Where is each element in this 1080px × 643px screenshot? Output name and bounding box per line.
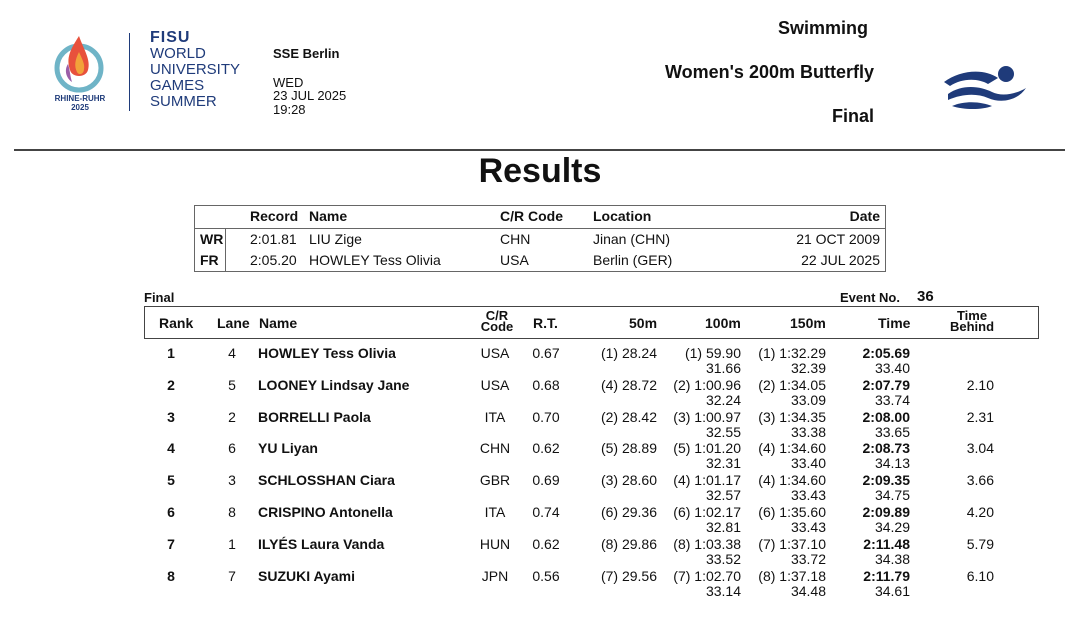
- record-code: CHN: [500, 231, 531, 247]
- result-time-split: 34.38: [874, 550, 910, 567]
- result-name: LOONEY Lindsay Jane: [258, 376, 410, 393]
- col-code: [479, 310, 515, 332]
- result-150m: (7) 1:37.10: [758, 535, 826, 552]
- result-100m: (2) 1:00.96: [673, 376, 741, 393]
- result-50m: (3) 28.60: [600, 472, 657, 489]
- record-code: USA: [500, 252, 529, 268]
- result-100m-split: 33.14: [705, 582, 741, 599]
- venue-day: WED: [273, 74, 304, 90]
- result-row: [0, 536, 1080, 568]
- result-100m-split: 32.55: [705, 423, 741, 440]
- result-100m-split: 32.57: [705, 487, 741, 504]
- records-header-record: Record: [250, 208, 299, 224]
- records-header-location: Location: [593, 208, 652, 224]
- record-location: Berlin (GER): [593, 252, 673, 268]
- result-name: CRISPINO Antonella: [258, 504, 393, 520]
- result-rank: 1: [167, 345, 175, 361]
- logo-text: RHINE-RUHR 2025: [54, 94, 106, 112]
- col-lane: Lane: [217, 315, 250, 331]
- result-time: 2:11.48: [863, 535, 910, 552]
- result-150m-split: 33.09: [790, 391, 826, 408]
- result-lane: 1: [228, 535, 236, 552]
- result-150m-split: 33.40: [790, 455, 826, 472]
- result-time: 2:08.00: [862, 408, 910, 425]
- result-100m: (8) 1:03.38: [673, 535, 741, 552]
- result-row: [0, 440, 1080, 472]
- result-name: BORRELLI Paola: [258, 408, 371, 425]
- result-code: HUN: [479, 535, 511, 552]
- record-date: 22 JUL 2025: [801, 252, 880, 268]
- records-divider: [195, 228, 885, 229]
- result-row: [0, 409, 1080, 441]
- records-header-date: Date: [849, 208, 880, 224]
- result-name: SCHLOSSHAN Ciara: [258, 472, 395, 489]
- record-type: WR: [200, 231, 224, 247]
- result-100m: (6) 1:02.17: [673, 504, 741, 520]
- result-100m-split: 32.81: [705, 519, 741, 535]
- result-50m: (7) 29.56: [600, 567, 657, 584]
- result-time-split: 33.40: [874, 360, 910, 376]
- result-time-behind: 6.10: [966, 567, 994, 584]
- result-lane: 3: [228, 472, 236, 489]
- col-100m: 100m: [705, 315, 741, 331]
- result-150m-split: 33.72: [790, 550, 826, 567]
- records-table: [194, 205, 886, 272]
- result-time: 2:08.73: [862, 440, 910, 457]
- result-name: YU Liyan: [258, 440, 318, 457]
- result-rank: 5: [167, 472, 175, 489]
- final-label: Final: [144, 290, 175, 305]
- result-rt: 0.62: [532, 440, 560, 457]
- result-rt: 0.62: [532, 535, 560, 552]
- record-time: 2:01.81: [250, 231, 297, 247]
- results-header: [144, 306, 1039, 339]
- result-time-behind: 4.20: [966, 504, 994, 520]
- result-name: ILYÉS Laura Vanda: [258, 535, 385, 552]
- result-time-behind: 5.79: [966, 535, 994, 552]
- result-100m-split: 32.24: [705, 391, 741, 408]
- result-row: [0, 472, 1080, 504]
- result-150m-split: 33.43: [790, 519, 826, 535]
- col-time: Time: [878, 315, 911, 331]
- result-time-split: 34.61: [874, 582, 910, 599]
- result-rt: 0.74: [532, 504, 560, 520]
- result-150m: (2) 1:34.05: [758, 376, 826, 393]
- col-code-bottom: Code: [480, 319, 514, 334]
- result-time-split: 34.29: [874, 519, 910, 535]
- result-rank: 7: [167, 535, 175, 552]
- fisu-logo: [150, 30, 240, 110]
- result-time: 2:09.89: [862, 504, 910, 520]
- phase-name: Final: [831, 106, 874, 126]
- games-logo: [46, 32, 112, 112]
- venue-time: 19:28: [273, 101, 306, 117]
- result-time-behind: 2.10: [966, 376, 994, 393]
- result-150m: (8) 1:37.18: [758, 567, 826, 584]
- result-row: [0, 377, 1080, 409]
- result-code: USA: [480, 376, 510, 393]
- result-50m: (2) 28.42: [600, 408, 657, 425]
- result-lane: 8: [228, 504, 236, 520]
- fisu-line: GAMES: [150, 77, 205, 94]
- result-time-split: 33.65: [874, 423, 910, 440]
- result-time-behind: 2.31: [966, 408, 994, 425]
- result-lane: 5: [228, 376, 236, 393]
- result-time-behind: 3.66: [966, 472, 994, 489]
- result-100m: (1) 59.90: [684, 345, 741, 361]
- event-name: Women's 200m Butterfly: [664, 62, 874, 82]
- result-150m: (4) 1:34.60: [758, 440, 826, 457]
- sport-name: Swimming: [777, 18, 868, 38]
- result-50m: (5) 28.89: [600, 440, 657, 457]
- col-rank: Rank: [159, 315, 194, 331]
- result-150m: (1) 1:32.29: [758, 345, 826, 361]
- result-50m: (4) 28.72: [600, 376, 657, 393]
- col-behind-bottom: Behind: [949, 319, 995, 334]
- result-rt: 0.70: [532, 408, 560, 425]
- result-rt: 0.68: [532, 376, 560, 393]
- result-150m-split: 32.39: [790, 360, 826, 376]
- fisu-line: UNIVERSITY: [150, 61, 241, 78]
- result-150m-split: 34.48: [790, 582, 826, 599]
- logo-divider: [129, 33, 130, 111]
- col-behind-top: Time: [956, 308, 988, 323]
- header-rule: [14, 149, 1065, 151]
- result-150m: (4) 1:34.60: [758, 472, 826, 489]
- event-number: 36: [917, 288, 934, 305]
- result-code: GBR: [479, 472, 511, 489]
- result-150m: (3) 1:34.35: [758, 408, 826, 425]
- result-100m-split: 32.31: [705, 455, 741, 472]
- page-title: Results: [478, 152, 602, 190]
- result-time: 2:11.79: [863, 567, 910, 584]
- result-name: SUZUKI Ayami: [258, 567, 355, 584]
- result-150m-split: 33.43: [790, 487, 826, 504]
- result-150m-split: 33.38: [790, 423, 826, 440]
- swimmer-icon: [940, 64, 1028, 112]
- result-100m: (5) 1:01.20: [673, 440, 741, 457]
- result-row: [0, 504, 1080, 536]
- result-rt: 0.67: [532, 345, 560, 361]
- result-time-behind: 3.04: [966, 440, 994, 457]
- records-col-divider: [225, 228, 226, 271]
- result-rank: 3: [167, 408, 175, 425]
- result-100m: (3) 1:00.97: [673, 408, 741, 425]
- result-code: USA: [480, 345, 510, 361]
- col-time-behind: [945, 310, 999, 332]
- result-100m-split: 31.66: [705, 360, 741, 376]
- record-time: 2:05.20: [250, 252, 297, 268]
- col-rt: R.T.: [533, 315, 558, 331]
- result-code: JPN: [481, 567, 509, 584]
- result-time: 2:07.79: [862, 376, 910, 393]
- result-lane: 6: [228, 440, 236, 457]
- record-date: 21 OCT 2009: [796, 231, 880, 247]
- fisu-line: WORLD: [150, 45, 206, 62]
- col-name: Name: [259, 315, 298, 331]
- col-50m: 50m: [629, 315, 658, 331]
- fisu-line: FISU: [150, 29, 191, 46]
- records-header-name: Name: [309, 208, 348, 224]
- result-100m-split: 33.52: [705, 550, 741, 567]
- venue-date: 23 JUL 2025: [273, 88, 347, 103]
- result-name: HOWLEY Tess Olivia: [258, 345, 396, 361]
- result-rank: 4: [167, 440, 175, 457]
- result-rt: 0.56: [532, 567, 560, 584]
- venue-name: SSE Berlin: [273, 46, 340, 61]
- result-rt: 0.69: [532, 472, 560, 489]
- result-time-split: 34.13: [874, 455, 910, 472]
- result-time-split: 33.74: [874, 391, 910, 408]
- records-header-code: C/R Code: [500, 208, 563, 224]
- result-time: 2:05.69: [862, 345, 910, 361]
- result-code: ITA: [484, 408, 506, 425]
- result-row: [0, 345, 1080, 377]
- event-number-label: Event No.: [840, 290, 900, 305]
- result-rank: 8: [167, 567, 175, 584]
- result-50m: (1) 28.24: [600, 345, 657, 361]
- fisu-line: SUMMER: [150, 93, 217, 110]
- result-rank: 2: [167, 376, 175, 393]
- col-code-top: C/R: [485, 308, 509, 323]
- result-150m: (6) 1:35.60: [758, 504, 826, 520]
- result-50m: (8) 29.86: [600, 535, 657, 552]
- record-name: LIU Zige: [309, 231, 362, 247]
- result-lane: 4: [228, 345, 236, 361]
- record-type: FR: [200, 252, 219, 268]
- result-100m: (7) 1:02.70: [673, 567, 741, 584]
- result-time-split: 34.75: [874, 487, 910, 504]
- result-code: ITA: [484, 504, 506, 520]
- venue-block: [273, 47, 346, 116]
- result-100m: (4) 1:01.17: [673, 472, 741, 489]
- record-name: HOWLEY Tess Olivia: [309, 252, 441, 268]
- flame-icon: [46, 32, 112, 96]
- record-location: Jinan (CHN): [593, 231, 671, 247]
- result-code: CHN: [479, 440, 511, 457]
- result-time: 2:09.35: [862, 472, 910, 489]
- col-150m: 150m: [790, 315, 826, 331]
- result-rank: 6: [167, 504, 175, 520]
- result-50m: (6) 29.36: [600, 504, 657, 520]
- result-lane: 2: [228, 408, 236, 425]
- result-lane: 7: [228, 567, 236, 584]
- result-row: [0, 568, 1080, 600]
